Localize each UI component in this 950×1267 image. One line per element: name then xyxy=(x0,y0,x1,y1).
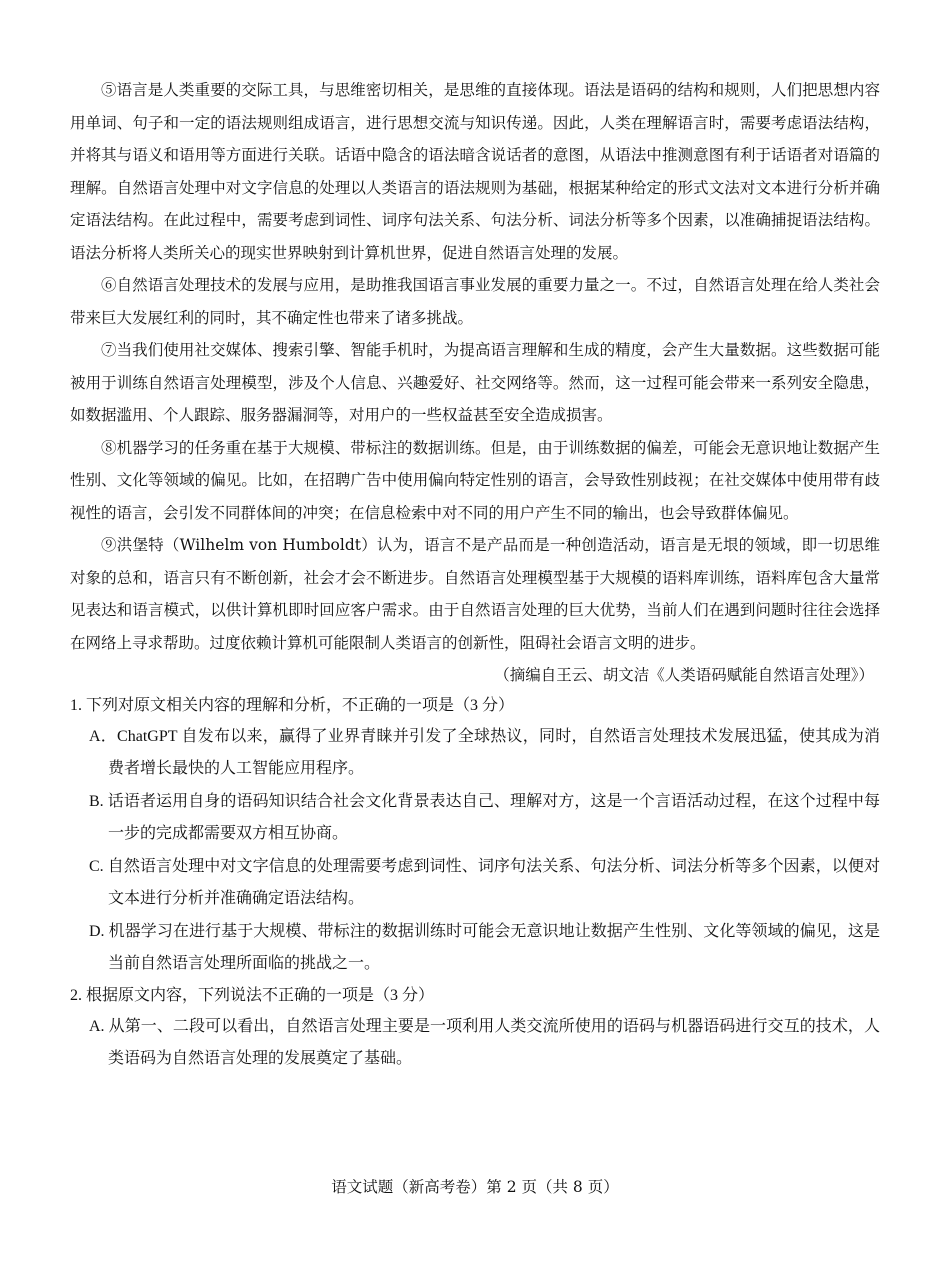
paragraph-5: ⑤语言是人类重要的交际工具，与思维密切相关，是思维的直接体现。语法是语码的结构和规则，人们把思想内容用单词、句子和一定的语法规则组成语言，进行思想交流与知识传递。因此，人类在理解语言时，需要考虑语法结构，并将其与语义和语用等方面进行关联。话语中隐含的语法暗含说话者的意图，从语法中推测意图有利于话语者对语篇的理解。自然语言处理中对文字信息的处理以人类语言的语法规则为基础，根据某种给定的形式文法对文本进行分析并确定语法结构。在此过程中，需要考虑到词性、词序句法关系、句法分析、词法分析等多个因素，以准确捕捉语法结构。语法分析将人类所关心的现实世界映射到计算机世界，促进自然语言处理的发展。 xyxy=(70,81,880,262)
option-b: B. 话语者运用自身的语码知识结合社会文化背景表达自己、理解对方，这是一个言语活动过程，在这个过程中每一步的完成都需要双方相互协商。 xyxy=(89,793,880,842)
page-content xyxy=(70,74,880,1076)
question-stem: 1. 下列对原文相关内容的理解和分析，不正确的一项是（3 分） xyxy=(70,697,515,714)
page-footer: 语文试题（新高考卷）第 2 页（共 8 页） xyxy=(331,1178,619,1196)
source-citation: （摘编自王云、胡文洁《人类语码赋能自然语言处理》） xyxy=(494,666,874,684)
option-a: A. 从第一、二段可以看出，自然语言处理主要是一项利用人类交流所使用的语码与机器语码进行交互的技术，人类语码为自然语言处理的发展奠定了基础。 xyxy=(89,1018,880,1067)
question-2 xyxy=(70,981,880,1074)
question-stem: 2. 根据原文内容，下列说法不正确的一项是（3 分） xyxy=(70,987,435,1004)
paragraph-6: ⑥自然语言处理技术的发展与应用，是助推我国语言事业发展的重要力量之一。不过，自然语言处理在给人类社会带来巨大发展红利的同时，其不确定性也带来了诸多挑战。 xyxy=(70,276,880,327)
option-a: A．ChatGPT 自发布以来，赢得了业界青睐并引发了全球热议，同时，自然语言处理技术发展迅猛，使其成为消费者增长最快的人工智能应用程序。 xyxy=(89,728,880,777)
question-1 xyxy=(70,691,880,979)
paragraph-8: ⑧机器学习的任务重在基于大规模、带标注的数据训练。但是，由于训练数据的偏差，可能会无意识地让数据产生性别、文化等领域的偏见。比如，在招聘广告中使用偏向特定性别的语言，会导致性别歧视；在社交媒体中使用带有歧视性的语言，会引发不同群体间的冲突；在信息检索中对不同的用户产生不同的输出，也会导致群体偏见。 xyxy=(70,438,880,522)
option-d: D. 机器学习在进行基于大规模、带标注的数据训练时可能会无意识地让数据产生性别、文化等领域的偏见，这是当前自然语言处理所面临的挑战之一。 xyxy=(89,923,880,972)
option-c: C. 自然语言处理中对文字信息的处理需要考虑到词性、词序句法关系、句法分析、词法分析等多个因素，以便对文本进行分析并准确确定语法结构。 xyxy=(89,858,880,907)
paragraph-7: ⑦当我们使用社交媒体、搜索引擎、智能手机时，为提高语言理解和生成的精度，会产生大量数据。这些数据可能被用于训练自然语言处理模型，涉及个人信息、兴趣爱好、社交网络等。然而，这一过程可能会带来一系列安全隐患，如数据滥用、个人跟踪、服务器漏洞等，对用户的一些权益甚至安全造成损害。 xyxy=(70,341,880,424)
paragraph-9: ⑨洪堡特（Wilhelm von Humboldt）认为，语言不是产品而是一种创造活动，语言是无垠的领域，即一切思维对象的总和，语言只有不断创新，社会才会不断进步。自然语言处理模型基于大规模的语料库训练，语料库包含大量常见表达和语言模式，以供计算机即时回应客户需求。由于自然语言处理的巨大优势，当前人们在遇到问题时往往会选择在网络上寻求帮助。过度依赖计算机可能限制人类语言的创新性，阻碍社会语言文明的进步。 xyxy=(70,536,880,652)
